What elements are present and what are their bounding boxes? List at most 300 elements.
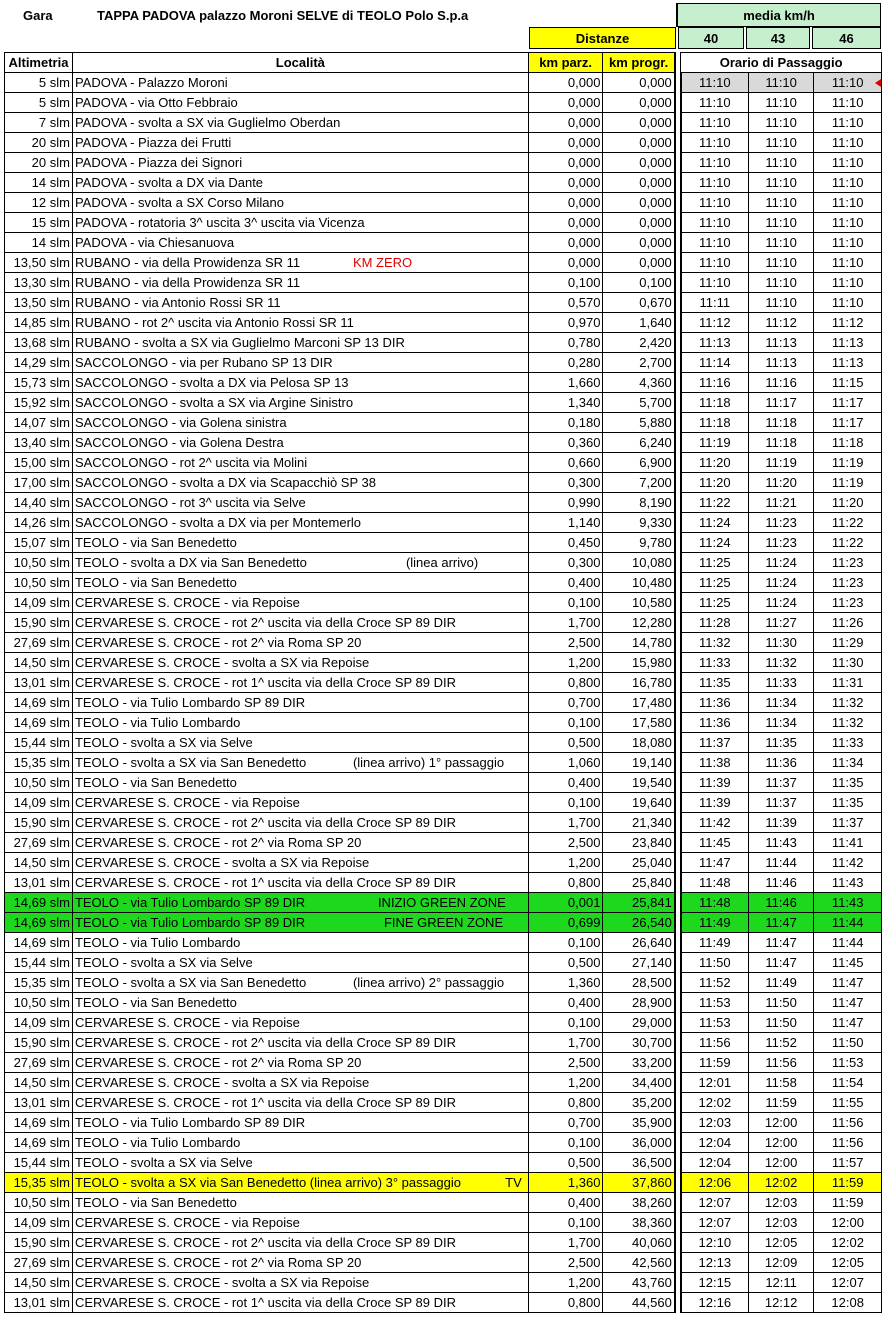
time-43-cell: 11:37 xyxy=(748,793,814,813)
time-46-cell: 11:53 xyxy=(814,1053,882,1073)
localita-text: SACCOLONGO - rot 3^ uscita via Selve xyxy=(74,495,306,510)
km-parz-cell: 1,700 xyxy=(528,613,603,633)
km-progr-cell: 0,000 xyxy=(603,93,675,113)
time-40-cell: 11:33 xyxy=(681,653,749,673)
localita-cell xyxy=(72,1273,528,1293)
time-43-cell: 12:03 xyxy=(748,1193,814,1213)
altimetria-cell: 20 slm xyxy=(5,133,73,153)
km-progr-cell: 25,841 xyxy=(603,893,675,913)
time-43-cell: 11:21 xyxy=(748,493,814,513)
km-progr-cell: 17,580 xyxy=(603,713,675,733)
table-row xyxy=(5,1053,882,1073)
km-parz-cell: 1,360 xyxy=(528,973,603,993)
km-parz-cell: 0,699 xyxy=(528,913,603,933)
time-46-cell: 11:44 xyxy=(814,933,882,953)
localita-cell xyxy=(72,613,528,633)
altimetria-cell: 14 slm xyxy=(5,173,73,193)
localita-cell xyxy=(72,1213,528,1233)
km-parz-cell: 0,800 xyxy=(528,673,603,693)
km-progr-cell: 1,640 xyxy=(603,313,675,333)
localita-cell xyxy=(72,373,528,393)
altimetria-cell: 14,69 slm xyxy=(5,933,73,953)
km-parz-cell: 0,660 xyxy=(528,453,603,473)
altimetria-cell: 14,69 slm xyxy=(5,693,73,713)
table-row xyxy=(5,713,882,733)
km-parz-cell: 0,100 xyxy=(528,1213,603,1233)
time-46-cell: 11:12 xyxy=(814,313,882,333)
column-headers xyxy=(5,53,882,73)
localita-text: TEOLO - via San Benedetto xyxy=(74,995,237,1010)
time-43-cell: 11:39 xyxy=(748,813,814,833)
localita-cell xyxy=(72,1033,528,1053)
table-row xyxy=(5,913,882,933)
km-parz-cell: 0,300 xyxy=(528,553,603,573)
localita-cell xyxy=(72,173,528,193)
table-row xyxy=(5,173,882,193)
time-40-cell: 11:37 xyxy=(681,733,749,753)
time-46-cell: 11:23 xyxy=(814,553,882,573)
time-40-cell: 11:35 xyxy=(681,673,749,693)
time-43-cell: 11:20 xyxy=(748,473,814,493)
km-progr-cell: 37,860 xyxy=(603,1173,675,1193)
localita-cell xyxy=(72,413,528,433)
time-46-cell: 11:43 xyxy=(814,893,882,913)
km-progr-cell: 0,000 xyxy=(603,133,675,153)
time-43-cell: 11:19 xyxy=(748,453,814,473)
km-progr-cell: 29,000 xyxy=(603,1013,675,1033)
table-row xyxy=(5,193,882,213)
time-43-cell: 11:10 xyxy=(748,153,814,173)
time-43-cell: 11:47 xyxy=(748,933,814,953)
km-progr-cell: 8,190 xyxy=(603,493,675,513)
localita-text: TEOLO - svolta a SX via Selve xyxy=(74,955,253,970)
localita-text: CERVARESE S. CROCE - svolta a SX via Repoise xyxy=(74,1075,370,1090)
km-parz-cell: 0,100 xyxy=(528,593,603,613)
time-43-cell: 11:23 xyxy=(748,533,814,553)
time-40-cell: 11:18 xyxy=(681,413,749,433)
km-progr-cell: 35,900 xyxy=(603,1113,675,1133)
km-parz-cell: 0,000 xyxy=(528,73,603,93)
time-43-cell: 12:02 xyxy=(748,1173,814,1193)
time-40-cell: 11:53 xyxy=(681,993,749,1013)
localita-text: SACCOLONGO - svolta a DX via Pelosa SP 13 xyxy=(74,375,349,390)
time-46-cell: 11:59 xyxy=(814,1173,882,1193)
speed-40: 40 xyxy=(678,27,744,49)
localita-cell xyxy=(72,573,528,593)
time-46-cell: 11:17 xyxy=(814,413,882,433)
km-progr-cell: 5,880 xyxy=(603,413,675,433)
time-46-cell: 11:22 xyxy=(814,533,882,553)
localita-cell xyxy=(72,253,528,273)
table-row xyxy=(5,533,882,553)
km-progr-cell: 19,640 xyxy=(603,793,675,813)
km-parz-cell: 0,800 xyxy=(528,873,603,893)
km-parz-cell: 0,000 xyxy=(528,213,603,233)
km-progr-cell: 0,000 xyxy=(603,253,675,273)
altimetria-cell: 13,68 slm xyxy=(5,333,73,353)
table-row xyxy=(5,1173,882,1193)
table-row xyxy=(5,273,882,293)
time-43-cell: 11:46 xyxy=(748,873,814,893)
time-46-cell: 12:07 xyxy=(814,1273,882,1293)
time-40-cell: 11:59 xyxy=(681,1053,749,1073)
altimetria-cell: 15,90 slm xyxy=(5,1233,73,1253)
time-43-cell: 11:10 xyxy=(748,133,814,153)
km-parz-cell: 0,000 xyxy=(528,193,603,213)
time-46-cell: 11:54 xyxy=(814,1073,882,1093)
time-46-cell: 11:57 xyxy=(814,1153,882,1173)
time-46-cell: 11:18 xyxy=(814,433,882,453)
time-40-cell: 11:25 xyxy=(681,593,749,613)
time-40-cell: 11:25 xyxy=(681,573,749,593)
localita-text: PADOVA - Piazza dei Frutti xyxy=(74,135,232,150)
km-parz-cell: 0,400 xyxy=(528,1193,603,1213)
time-43-cell: 11:10 xyxy=(748,293,814,313)
localita-cell xyxy=(72,513,528,533)
altimetria-cell: 14,09 slm xyxy=(5,593,73,613)
table-row xyxy=(5,413,882,433)
localita-text: SACCOLONGO - svolta a DX via Scapacchiò SP 38 xyxy=(74,475,376,490)
page-title: TAPPA PADOVA palazzo Moroni SELVE di TEOLO Polo S.p.a xyxy=(97,8,469,23)
localita-cell xyxy=(72,273,528,293)
localita-text: CERVARESE S. CROCE - svolta a SX via Repoise xyxy=(74,855,370,870)
col-altimetria: Altimetria xyxy=(5,53,73,73)
localita-cell xyxy=(72,1113,528,1133)
km-parz-cell: 2,500 xyxy=(528,1253,603,1273)
table-row xyxy=(5,853,882,873)
km-parz-cell: 0,000 xyxy=(528,93,603,113)
time-46-cell: 11:10 xyxy=(814,273,882,293)
time-43-cell: 11:10 xyxy=(748,273,814,293)
km-progr-cell: 17,480 xyxy=(603,693,675,713)
km-progr-cell: 6,900 xyxy=(603,453,675,473)
localita-cell xyxy=(72,653,528,673)
altimetria-cell: 10,50 slm xyxy=(5,773,73,793)
km-progr-cell: 0,000 xyxy=(603,173,675,193)
time-46-cell: 11:13 xyxy=(814,353,882,373)
localita-note: TV xyxy=(505,1175,522,1190)
altimetria-cell: 13,01 slm xyxy=(5,1293,73,1313)
localita-note: (linea arrivo) xyxy=(405,555,479,570)
time-46-cell: 11:44 xyxy=(814,913,882,933)
localita-cell xyxy=(72,913,528,933)
localita-text: SACCOLONGO - svolta a SX via Argine Sinistro xyxy=(74,395,354,410)
km-progr-cell: 9,330 xyxy=(603,513,675,533)
table-row xyxy=(5,773,882,793)
time-40-cell: 11:16 xyxy=(681,373,749,393)
altimetria-cell: 15,92 slm xyxy=(5,393,73,413)
table-row xyxy=(5,753,882,773)
km-progr-cell: 9,780 xyxy=(603,533,675,553)
localita-cell xyxy=(72,293,528,313)
time-43-cell: 12:11 xyxy=(748,1273,814,1293)
localita-text: TEOLO - svolta a DX via San Benedetto xyxy=(74,555,307,570)
speed-46: 46 xyxy=(812,27,881,49)
time-40-cell: 11:45 xyxy=(681,833,749,853)
time-43-cell: 11:17 xyxy=(748,393,814,413)
time-46-cell: 11:23 xyxy=(814,573,882,593)
altimetria-cell: 17,00 slm xyxy=(5,473,73,493)
km-parz-cell: 1,200 xyxy=(528,653,603,673)
table-row xyxy=(5,813,882,833)
table-row xyxy=(5,313,882,333)
altimetria-cell: 27,69 slm xyxy=(5,833,73,853)
km-parz-cell: 0,780 xyxy=(528,333,603,353)
time-46-cell: 11:29 xyxy=(814,633,882,653)
localita-text: TEOLO - via Tulio Lombardo xyxy=(74,1135,241,1150)
time-43-cell: 11:58 xyxy=(748,1073,814,1093)
table-row xyxy=(5,833,882,853)
table-row xyxy=(5,473,882,493)
table-row xyxy=(5,1193,882,1213)
km-progr-cell: 28,500 xyxy=(603,973,675,993)
table-row xyxy=(5,693,882,713)
time-46-cell: 11:13 xyxy=(814,333,882,353)
localita-note: INIZIO GREEN ZONE xyxy=(377,895,506,910)
altimetria-cell: 5 slm xyxy=(5,73,73,93)
km-progr-cell: 0,000 xyxy=(603,193,675,213)
table-row xyxy=(5,333,882,353)
altimetria-cell: 15,44 slm xyxy=(5,953,73,973)
km-parz-cell: 1,700 xyxy=(528,1233,603,1253)
time-43-cell: 11:23 xyxy=(748,513,814,533)
localita-text: TEOLO - via Tulio Lombardo SP 89 DIR xyxy=(74,1115,306,1130)
localita-text: TEOLO - svolta a SX via San Benedetto xyxy=(74,755,307,770)
km-progr-cell: 19,540 xyxy=(603,773,675,793)
table-row xyxy=(5,593,882,613)
km-progr-cell: 16,780 xyxy=(603,673,675,693)
localita-cell xyxy=(72,973,528,993)
time-43-cell: 11:52 xyxy=(748,1033,814,1053)
altimetria-cell: 27,69 slm xyxy=(5,1053,73,1073)
localita-cell xyxy=(72,433,528,453)
time-43-cell: 11:36 xyxy=(748,753,814,773)
table-row xyxy=(5,1113,882,1133)
altimetria-cell: 10,50 slm xyxy=(5,993,73,1013)
time-43-cell: 11:13 xyxy=(748,353,814,373)
col-localita: Località xyxy=(72,53,528,73)
time-40-cell: 12:06 xyxy=(681,1173,749,1193)
time-40-cell: 11:10 xyxy=(681,153,749,173)
localita-text: TEOLO - via Tulio Lombardo xyxy=(74,935,241,950)
time-43-cell: 12:05 xyxy=(748,1233,814,1253)
localita-text: CERVARESE S. CROCE - rot 2^ via Roma SP 20 xyxy=(74,835,362,850)
km-parz-cell: 0,000 xyxy=(528,233,603,253)
time-43-cell: 11:10 xyxy=(748,253,814,273)
table-row xyxy=(5,1013,882,1033)
table-row xyxy=(5,433,882,453)
time-40-cell: 11:24 xyxy=(681,533,749,553)
km-parz-cell: 1,200 xyxy=(528,1273,603,1293)
localita-cell xyxy=(72,753,528,773)
table-row xyxy=(5,213,882,233)
km-progr-cell: 10,480 xyxy=(603,573,675,593)
table-row xyxy=(5,393,882,413)
time-43-cell: 11:24 xyxy=(748,593,814,613)
km-progr-cell: 27,140 xyxy=(603,953,675,973)
time-40-cell: 11:39 xyxy=(681,773,749,793)
localita-text: TEOLO - via San Benedetto xyxy=(74,575,237,590)
time-40-cell: 11:13 xyxy=(681,333,749,353)
time-43-cell: 11:10 xyxy=(748,233,814,253)
km-progr-cell: 19,140 xyxy=(603,753,675,773)
localita-cell xyxy=(72,713,528,733)
altimetria-cell: 14 slm xyxy=(5,233,73,253)
localita-text: TEOLO - via Tulio Lombardo SP 89 DIR xyxy=(74,915,306,930)
altimetria-cell: 12 slm xyxy=(5,193,73,213)
time-40-cell: 12:01 xyxy=(681,1073,749,1093)
time-40-cell: 11:10 xyxy=(681,93,749,113)
table-row xyxy=(5,733,882,753)
time-46-cell: 11:55 xyxy=(814,1093,882,1113)
table-row xyxy=(5,653,882,673)
localita-text: CERVARESE S. CROCE - rot 2^ via Roma SP 20 xyxy=(74,635,362,650)
localita-cell xyxy=(72,1293,528,1313)
localita-cell xyxy=(72,693,528,713)
altimetria-cell: 14,50 slm xyxy=(5,1073,73,1093)
km-parz-cell: 0,001 xyxy=(528,893,603,913)
table-row xyxy=(5,673,882,693)
time-43-cell: 11:10 xyxy=(748,113,814,133)
km-parz-cell: 0,100 xyxy=(528,273,603,293)
altimetria-cell: 15,07 slm xyxy=(5,533,73,553)
altimetria-cell: 14,29 slm xyxy=(5,353,73,373)
time-46-cell: 11:47 xyxy=(814,1013,882,1033)
altimetria-cell: 14,69 slm xyxy=(5,713,73,733)
localita-cell xyxy=(72,733,528,753)
time-40-cell: 12:04 xyxy=(681,1153,749,1173)
km-parz-cell: 1,360 xyxy=(528,1173,603,1193)
table-row xyxy=(5,873,882,893)
km-progr-cell: 4,360 xyxy=(603,373,675,393)
time-40-cell: 11:53 xyxy=(681,1013,749,1033)
time-40-cell: 12:03 xyxy=(681,1113,749,1133)
time-43-cell: 11:47 xyxy=(748,913,814,933)
km-parz-cell: 0,400 xyxy=(528,773,603,793)
table-row xyxy=(5,113,882,133)
time-40-cell: 12:10 xyxy=(681,1233,749,1253)
table-row xyxy=(5,253,882,273)
altimetria-cell: 15,44 slm xyxy=(5,1153,73,1173)
media-label: media km/h xyxy=(676,3,881,27)
time-43-cell: 11:10 xyxy=(748,93,814,113)
table-row xyxy=(5,1273,882,1293)
localita-text: CERVARESE S. CROCE - rot 1^ uscita via della Croce SP 89 DIR xyxy=(74,875,457,890)
localita-cell xyxy=(72,393,528,413)
localita-text: TEOLO - via Tulio Lombardo SP 89 DIR xyxy=(74,695,306,710)
col-km-progr: km progr. xyxy=(603,53,675,73)
km-progr-cell: 10,080 xyxy=(603,553,675,573)
localita-text: PADOVA - svolta a SX via Guglielmo Oberdan xyxy=(74,115,341,130)
localita-cell xyxy=(72,1013,528,1033)
km-parz-cell: 2,500 xyxy=(528,833,603,853)
time-40-cell: 11:56 xyxy=(681,1033,749,1053)
km-parz-cell: 0,180 xyxy=(528,413,603,433)
km-parz-cell: 0,000 xyxy=(528,173,603,193)
time-46-cell: 11:10 xyxy=(814,113,882,133)
localita-cell xyxy=(72,833,528,853)
time-40-cell: 12:15 xyxy=(681,1273,749,1293)
time-40-cell: 11:38 xyxy=(681,753,749,773)
altimetria-cell: 14,50 slm xyxy=(5,853,73,873)
localita-cell xyxy=(72,1073,528,1093)
time-46-cell: 11:10 xyxy=(814,153,882,173)
time-43-cell: 11:32 xyxy=(748,653,814,673)
time-40-cell: 11:48 xyxy=(681,893,749,913)
localita-text: PADOVA - svolta a SX Corso Milano xyxy=(74,195,284,210)
altimetria-cell: 13,50 slm xyxy=(5,253,73,273)
altimetria-cell: 15,00 slm xyxy=(5,453,73,473)
km-progr-cell: 36,500 xyxy=(603,1153,675,1173)
altimetria-cell: 15,73 slm xyxy=(5,373,73,393)
col-orario: Orario di Passaggio xyxy=(681,53,882,73)
altimetria-cell: 15,90 slm xyxy=(5,1033,73,1053)
time-40-cell: 11:50 xyxy=(681,953,749,973)
altimetria-cell: 14,69 slm xyxy=(5,1133,73,1153)
table-row xyxy=(5,353,882,373)
table-row xyxy=(5,513,882,533)
localita-cell xyxy=(72,1233,528,1253)
localita-text: TEOLO - svolta a SX via San Benedetto xyxy=(74,975,307,990)
altimetria-cell: 14,85 slm xyxy=(5,313,73,333)
altimetria-cell: 15 slm xyxy=(5,213,73,233)
time-40-cell: 11:10 xyxy=(681,273,749,293)
table-row xyxy=(5,93,882,113)
km-progr-cell: 2,420 xyxy=(603,333,675,353)
localita-text: TEOLO - via San Benedetto xyxy=(74,1195,237,1210)
time-46-cell: 11:33 xyxy=(814,733,882,753)
km-progr-cell: 7,200 xyxy=(603,473,675,493)
localita-cell xyxy=(72,673,528,693)
table-row xyxy=(5,953,882,973)
time-46-cell: 11:35 xyxy=(814,793,882,813)
localita-cell xyxy=(72,353,528,373)
time-43-cell: 11:13 xyxy=(748,333,814,353)
localita-text: TEOLO - svolta a SX via Selve xyxy=(74,1155,253,1170)
time-43-cell: 11:30 xyxy=(748,633,814,653)
time-46-cell: 11:47 xyxy=(814,973,882,993)
table-row xyxy=(5,633,882,653)
km-parz-cell: 2,500 xyxy=(528,1053,603,1073)
km-parz-cell: 0,400 xyxy=(528,993,603,1013)
localita-cell xyxy=(72,453,528,473)
altimetria-cell: 13,40 slm xyxy=(5,433,73,453)
time-46-cell: 11:59 xyxy=(814,1193,882,1213)
time-46-cell: 11:10 xyxy=(814,193,882,213)
time-46-cell: 11:37 xyxy=(814,813,882,833)
km-progr-cell: 15,980 xyxy=(603,653,675,673)
altimetria-cell: 15,44 slm xyxy=(5,733,73,753)
time-46-cell: 11:31 xyxy=(814,673,882,693)
time-46-cell: 12:05 xyxy=(814,1253,882,1273)
time-46-cell: 11:19 xyxy=(814,453,882,473)
localita-text: TEOLO - svolta a SX via Selve xyxy=(74,735,253,750)
altimetria-cell: 13,01 slm xyxy=(5,873,73,893)
altimetria-cell: 14,09 slm xyxy=(5,1013,73,1033)
km-progr-cell: 6,240 xyxy=(603,433,675,453)
localita-text: RUBANO - svolta a SX via Guglielmo Marconi SP 13 DIR xyxy=(74,335,405,350)
time-43-cell: 12:09 xyxy=(748,1253,814,1273)
km-progr-cell: 44,560 xyxy=(603,1293,675,1313)
localita-cell xyxy=(72,493,528,513)
table-row xyxy=(5,1213,882,1233)
table-row xyxy=(5,1293,882,1313)
time-46-cell: 11:30 xyxy=(814,653,882,673)
time-43-cell: 11:12 xyxy=(748,313,814,333)
altimetria-cell: 14,40 slm xyxy=(5,493,73,513)
localita-text: CERVARESE S. CROCE - svolta a SX via Repoise xyxy=(74,655,370,670)
localita-text: CERVARESE S. CROCE - rot 1^ uscita via della Croce SP 89 DIR xyxy=(74,675,457,690)
